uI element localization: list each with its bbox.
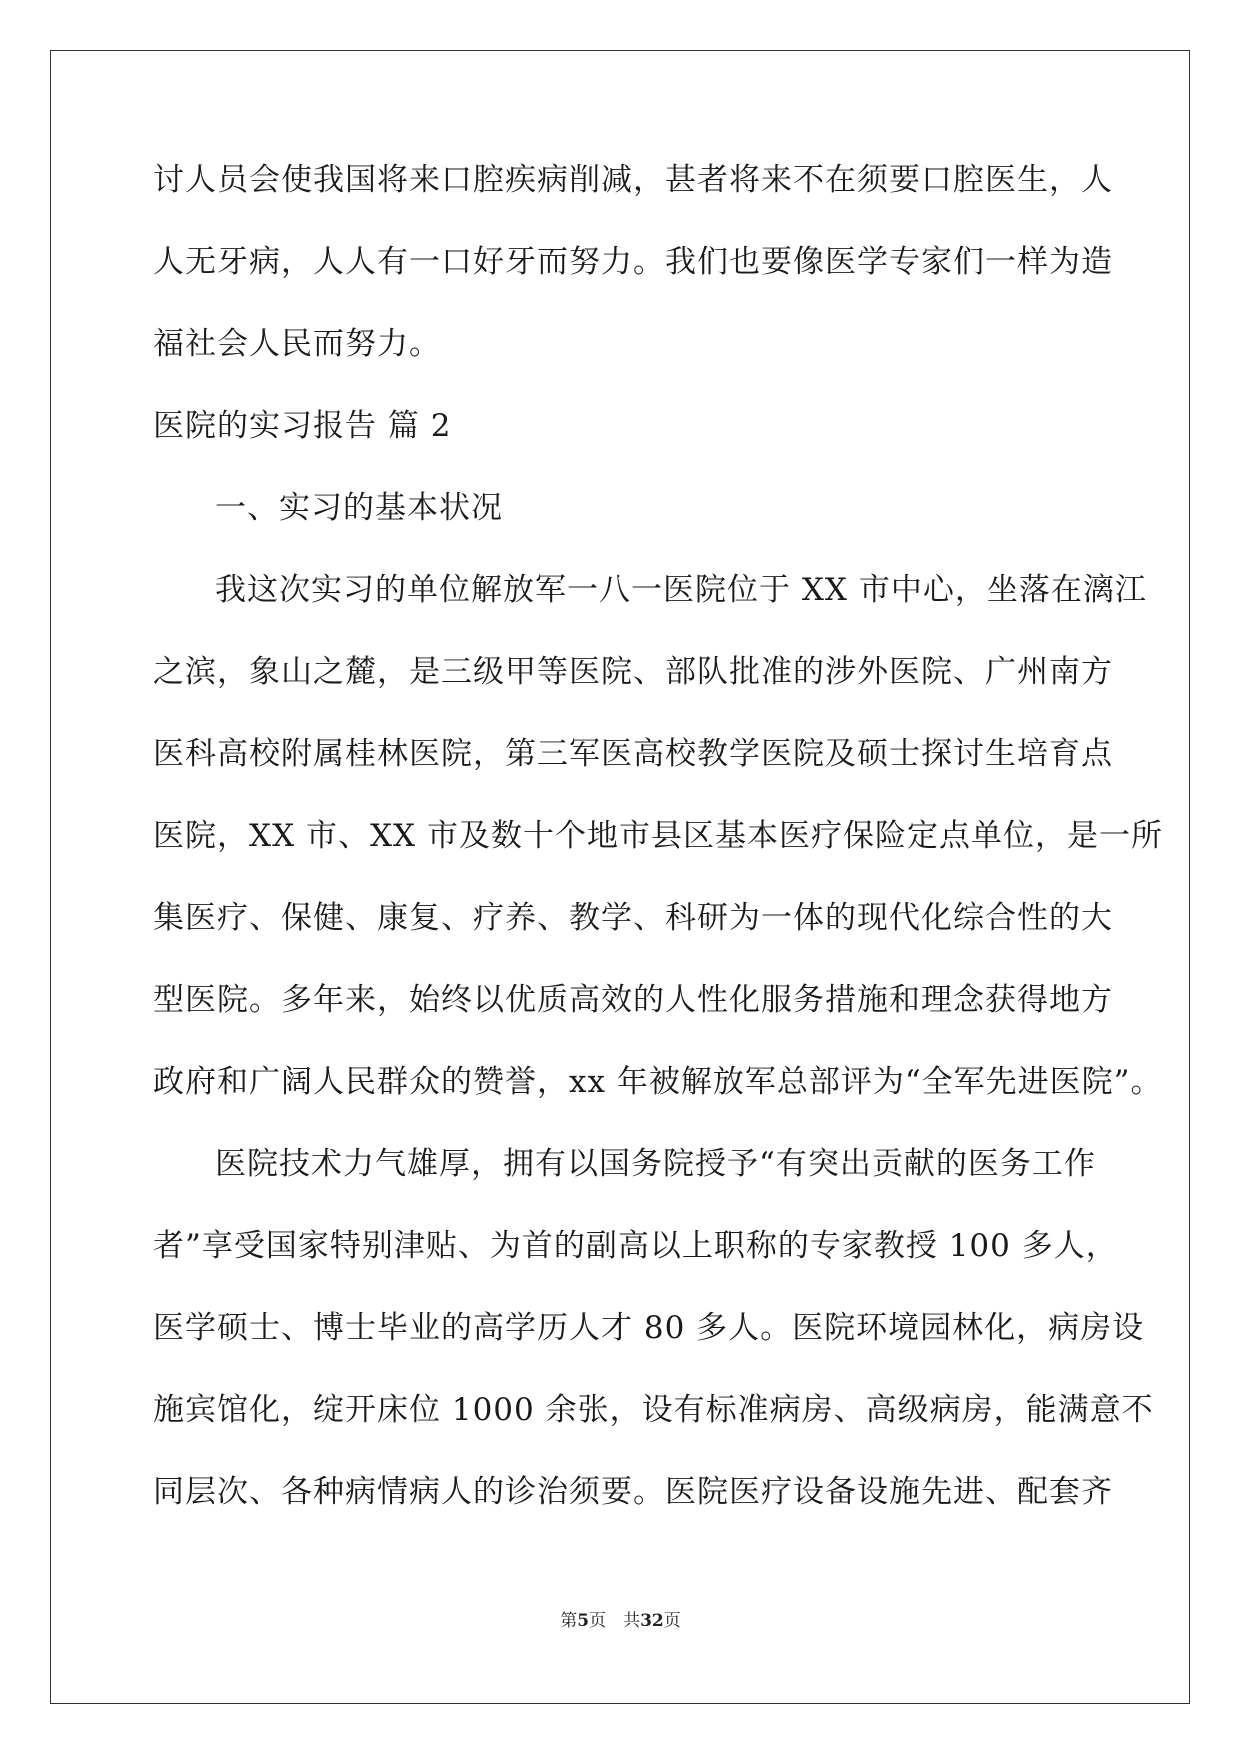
footer-suffix: 页 [663, 1611, 681, 1631]
text-line: 同层次、各种病情病人的诊治须要。医院医疗设备设施先进、配套齐 [153, 1474, 1113, 1510]
current-page-number: 5 [577, 1611, 590, 1631]
text-line: 福社会人民而努力。 [153, 326, 441, 362]
text-line: 医院技术力气雄厚，拥有以国务院授予“有突出贡献的医务工作 [215, 1146, 1096, 1182]
text-line: 医学硕士、博士毕业的高学历人才 80 多人。医院环境园林化，病房设 [153, 1310, 1145, 1346]
subsection-heading: 一、实习的基本状况 [215, 490, 503, 526]
section-heading: 医院的实习报告 篇 2 [153, 408, 452, 444]
text-line: 讨人员会使我国将来口腔疾病削减，甚者将来不在须要口腔医生，人 [153, 162, 1113, 198]
document-body [153, 160, 1163, 1554]
total-pages: 32 [640, 1611, 664, 1631]
text-line: 者”享受国家特别津贴、为首的副高以上职称的专家教授 100 多人， [153, 1228, 1118, 1264]
footer-mid: 页 共 [589, 1611, 641, 1631]
text-line: 人无牙病，人人有一口好牙而努力。我们也要像医学专家们一样为造 [153, 244, 1113, 280]
text-line: 型医院。多年来，始终以优质高效的人性化服务措施和理念获得地方 [153, 982, 1113, 1018]
text-line: 医院，XX 市、XX 市及数十个地市县区基本医疗保险定点单位，是一所 [153, 818, 1163, 854]
page-footer [0, 1610, 1241, 1632]
footer-prefix: 第 [560, 1611, 578, 1631]
text-line: 施宾馆化，绽开床位 1000 余张，设有标准病房、高级病房，能满意不 [153, 1392, 1154, 1428]
text-line: 我这次实习的单位解放军一八一医院位于 XX 市中心，坐落在漓江 [215, 572, 1147, 608]
text-line: 之滨，象山之麓，是三级甲等医院、部队批准的涉外医院、广州南方 [153, 654, 1113, 690]
text-line: 集医疗、保健、康复、疗养、教学、科研为一体的现代化综合性的大 [153, 900, 1113, 936]
text-line: 医科高校附属桂林医院，第三军医高校教学医院及硕士探讨生培育点 [153, 736, 1113, 772]
text-line: 政府和广阔人民群众的赞誉，xx 年被解放军总部评为“全军先进医院”。 [153, 1064, 1163, 1100]
